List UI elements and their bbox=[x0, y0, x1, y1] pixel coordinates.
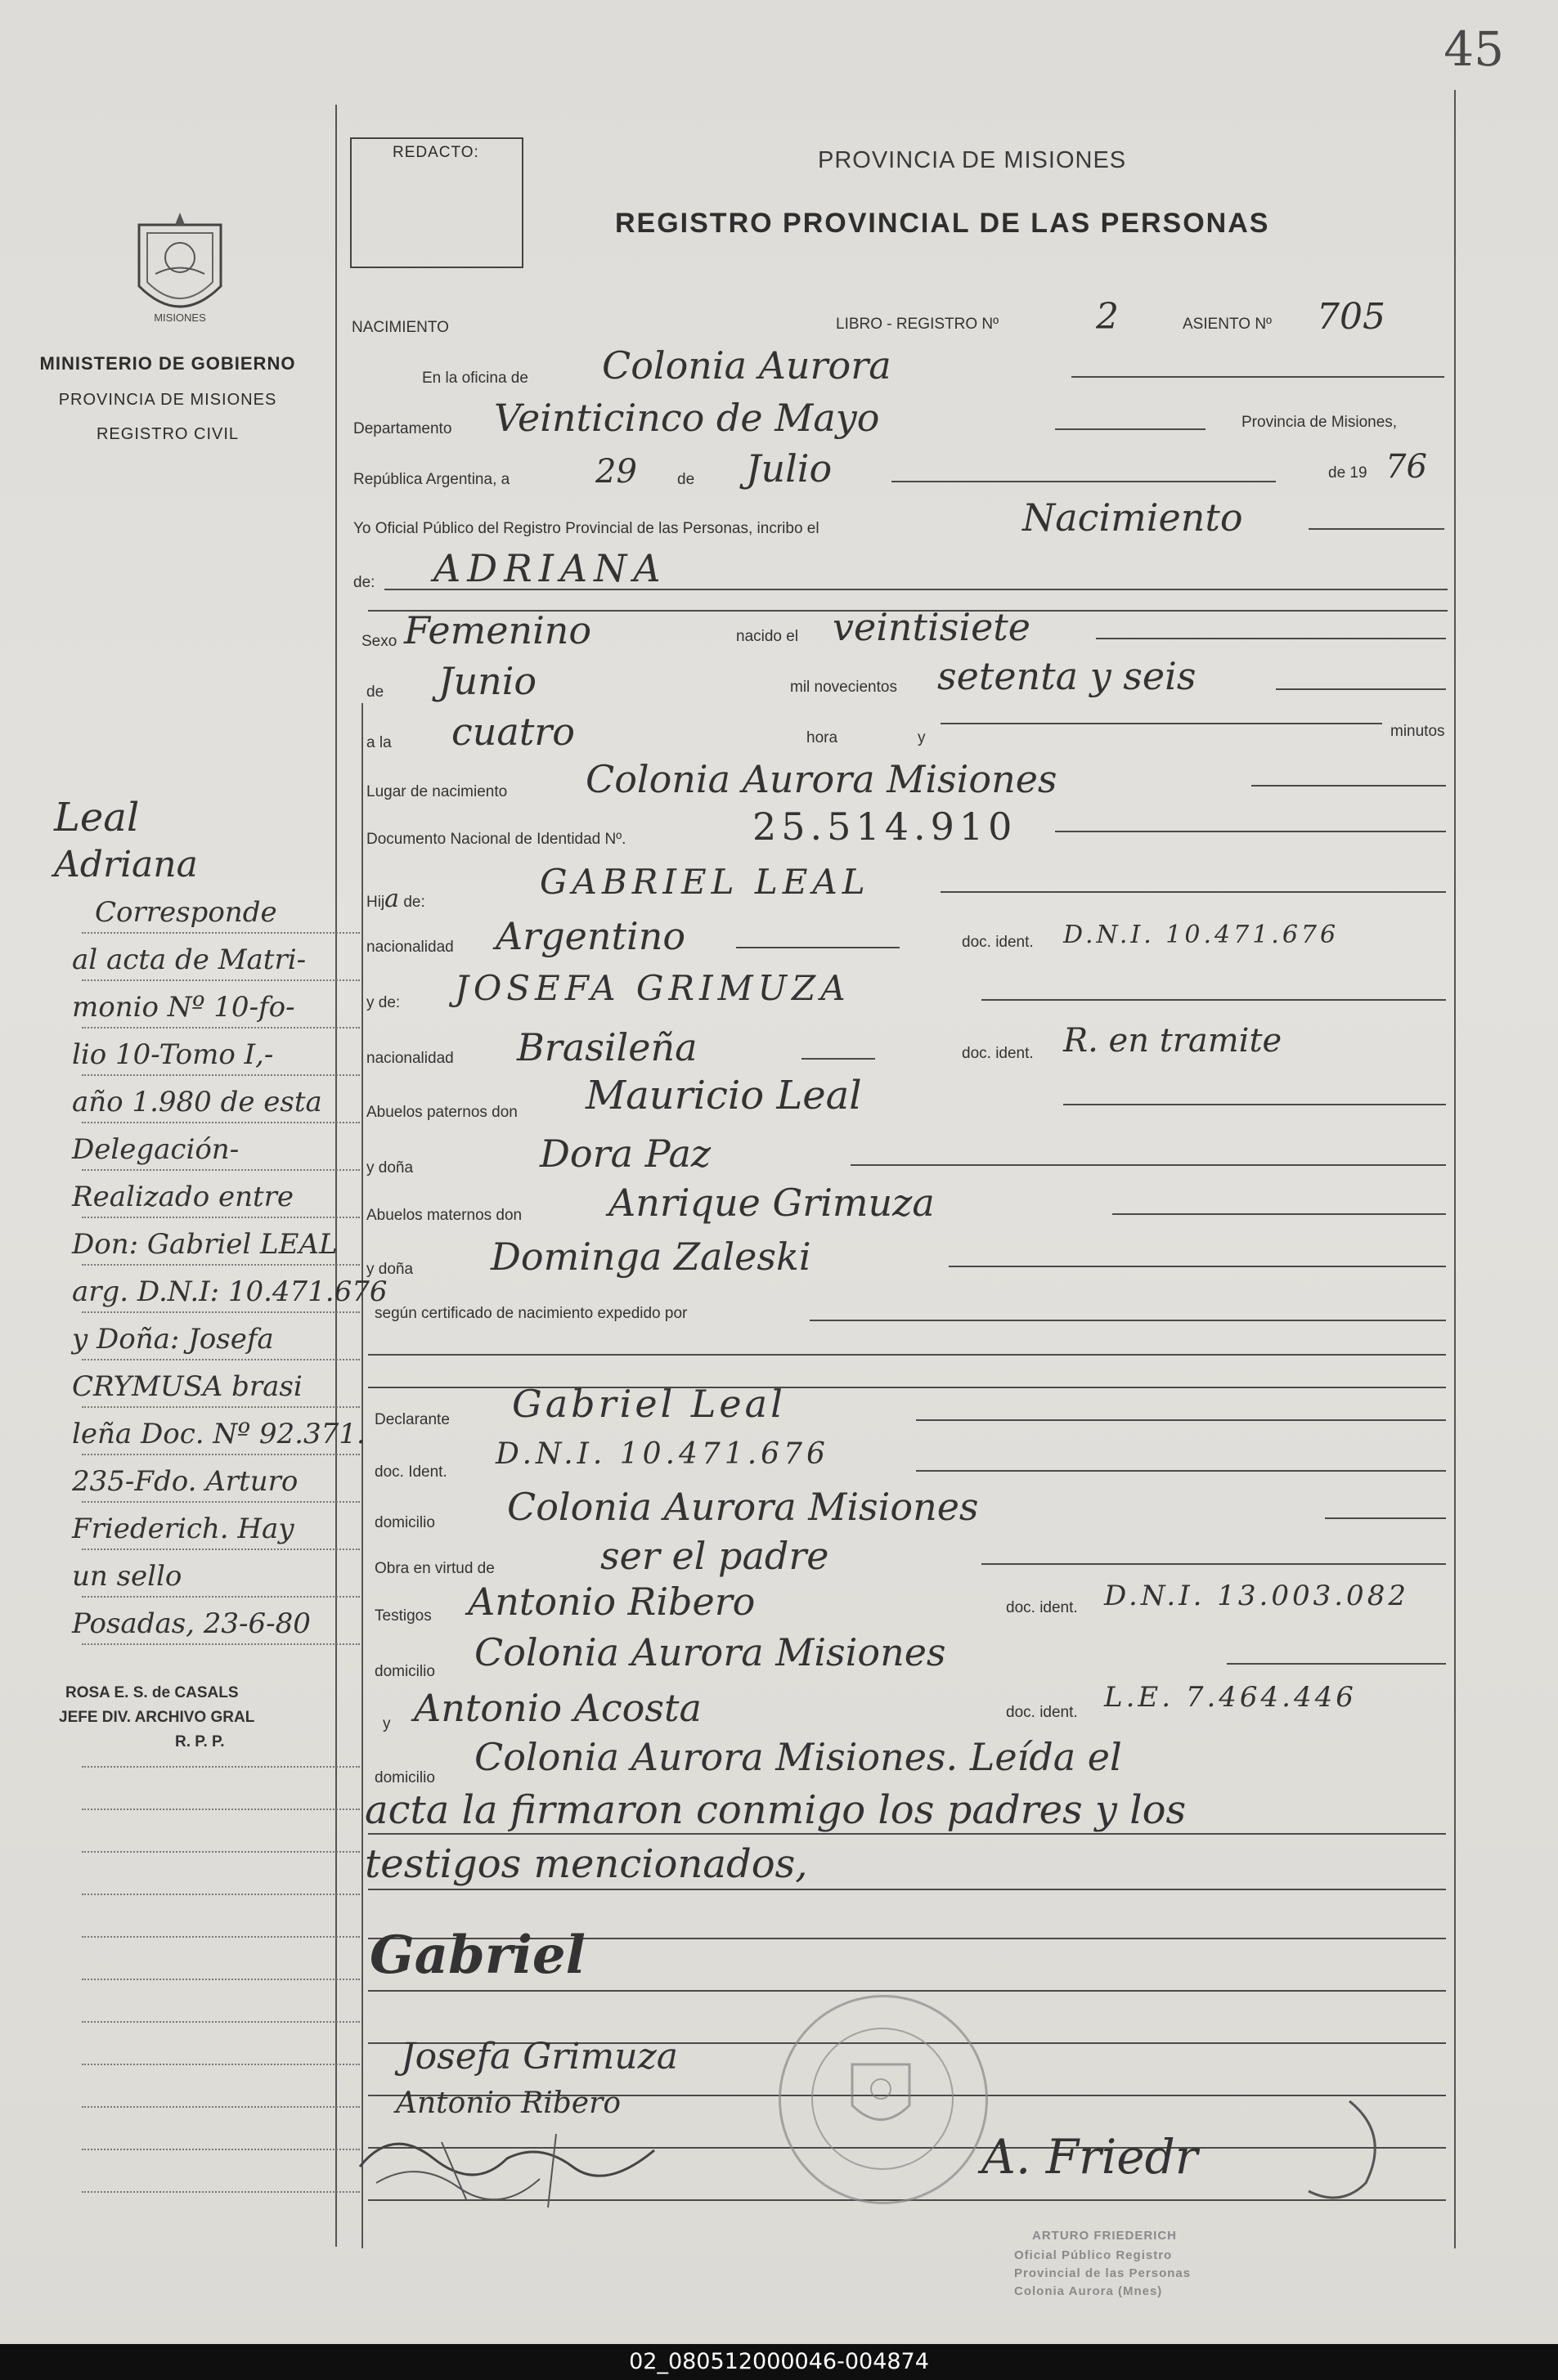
dotted-guide bbox=[82, 2149, 360, 2150]
side-note-line: Realizado entre bbox=[72, 1181, 294, 1213]
sexo-value: Femenino bbox=[404, 608, 592, 652]
dotted-guide bbox=[82, 2191, 360, 2193]
line-rule bbox=[1227, 1663, 1446, 1665]
testigos-label: Testigos bbox=[375, 1607, 432, 1625]
departamento-label: Departamento bbox=[353, 420, 452, 437]
dotted-guide bbox=[82, 1027, 360, 1029]
oficial-value: Nacimiento bbox=[1022, 495, 1243, 540]
oficial-label: Yo Oficial Público del Registro Provincial de las Personas, incribo el bbox=[353, 520, 819, 537]
nacido-value: veintisiete bbox=[833, 605, 1030, 649]
dotted-guide bbox=[82, 1454, 360, 1455]
dotted-guide bbox=[82, 1809, 360, 1810]
page-number: 45 bbox=[1444, 21, 1504, 77]
obra-value: ser el padre bbox=[600, 1534, 829, 1578]
side-province: PROVINCIA DE MISIONES bbox=[58, 391, 277, 409]
abuela-p-value: Dora Paz bbox=[540, 1132, 712, 1176]
day-value: 29 bbox=[595, 453, 637, 491]
side-registry: REGISTRO CIVIL bbox=[96, 425, 240, 443]
signature-antonio-ribero: Antonio Ribero bbox=[396, 2086, 621, 2120]
father-doc-value: D.N.I. 10.471.676 bbox=[1063, 921, 1340, 949]
line-rule bbox=[1096, 638, 1446, 639]
abuelos-p-label: Abuelos paternos don bbox=[366, 1104, 518, 1121]
dotted-guide bbox=[82, 1851, 360, 1853]
dotted-guide bbox=[82, 1643, 360, 1645]
coat-of-arms-icon bbox=[123, 208, 237, 331]
form-right-border bbox=[1454, 90, 1456, 2248]
dotted-guide bbox=[82, 1264, 360, 1266]
month-value: Julio bbox=[746, 446, 833, 491]
domicilio3-label: domicilio bbox=[375, 1769, 435, 1786]
nac-label: nacionalidad bbox=[366, 939, 454, 956]
inner-left-border bbox=[361, 703, 363, 2248]
dotted-guide bbox=[82, 1217, 360, 1218]
y-de-label: y de: bbox=[366, 994, 401, 1011]
signature-scribble bbox=[343, 2109, 687, 2224]
signature-official: A. Friedr bbox=[981, 2129, 1198, 2185]
lugar-value: Colonia Aurora Misiones bbox=[586, 757, 1057, 801]
dni-label: Documento Nacional de Identidad Nº. bbox=[366, 831, 626, 848]
nacido-label: nacido el bbox=[736, 628, 799, 645]
side-note-line: año 1.980 de esta bbox=[72, 1086, 322, 1118]
mother-doc-value: R. en tramite bbox=[1063, 1022, 1282, 1060]
abuelos-m-label: Abuelos maternos don bbox=[366, 1207, 523, 1224]
declarante-value: Gabriel Leal bbox=[512, 1382, 786, 1426]
testigo1-value: Antonio Ribero bbox=[468, 1580, 756, 1624]
footer-id: 02_080512000046-004874 bbox=[0, 2344, 1558, 2380]
libro-value: 2 bbox=[1096, 296, 1119, 338]
dotted-guide bbox=[82, 1169, 360, 1171]
provincia-label: Provincia de Misiones, bbox=[1241, 414, 1398, 431]
line-rule bbox=[810, 1320, 1446, 1321]
line-rule bbox=[736, 947, 900, 948]
side-note-line: 235-Fdo. Arturo bbox=[72, 1465, 299, 1498]
line-rule bbox=[891, 481, 1276, 482]
line-rule bbox=[1309, 528, 1444, 530]
dotted-guide bbox=[82, 1979, 360, 1980]
line-rule bbox=[949, 1266, 1446, 1267]
dotted-guide bbox=[82, 2064, 360, 2065]
side-stamp-line1: ROSA E. S. de CASALS bbox=[65, 1684, 239, 1701]
dotted-guide bbox=[82, 2106, 360, 2108]
hija-de-label: de: bbox=[403, 894, 425, 911]
testigo2-value: Antonio Acosta bbox=[414, 1686, 702, 1730]
year-label: de 19 bbox=[1328, 464, 1367, 482]
dotted-guide bbox=[82, 932, 360, 934]
dotted-guide bbox=[82, 1894, 360, 1895]
dotted-guide bbox=[82, 1549, 360, 1550]
asiento-value: 705 bbox=[1317, 296, 1385, 338]
dotted-guide bbox=[82, 1406, 360, 1408]
alas-label: a la bbox=[366, 734, 392, 751]
side-note-given: Adriana bbox=[54, 844, 198, 885]
line-rule bbox=[368, 1833, 1446, 1835]
side-note-line: un sello bbox=[72, 1560, 182, 1593]
obra-label: Obra en virtud de bbox=[375, 1560, 495, 1577]
header-province: PROVINCIA DE MISIONES bbox=[818, 147, 1127, 173]
dotted-guide bbox=[82, 1596, 360, 1598]
testigo1-doc-value: D.N.I. 13.003.082 bbox=[1104, 1580, 1409, 1612]
line-rule bbox=[384, 589, 1448, 590]
side-stamp-line3: R. P. P. bbox=[175, 1733, 225, 1750]
dotted-guide bbox=[82, 1122, 360, 1123]
hora-label: hora bbox=[806, 729, 838, 746]
line-rule bbox=[941, 891, 1446, 893]
line-rule bbox=[801, 1058, 875, 1060]
line-rule bbox=[916, 1470, 1446, 1472]
testigo2-doc-value: L.E. 7.464.446 bbox=[1104, 1681, 1357, 1714]
line-rule bbox=[916, 1419, 1446, 1421]
y-dona-label: y doña bbox=[366, 1159, 414, 1177]
doc-ident-label: doc. ident. bbox=[962, 934, 1034, 951]
line-rule bbox=[1063, 1104, 1446, 1105]
minutos-label: minutos bbox=[1390, 723, 1445, 740]
year-value: 76 bbox=[1385, 448, 1427, 486]
dotted-guide bbox=[82, 979, 360, 981]
mil-value: setenta y seis bbox=[937, 654, 1197, 698]
dotted-guide bbox=[82, 1359, 360, 1360]
doc-ident5-label: doc. ident. bbox=[1006, 1704, 1078, 1721]
bottom-stamp-line4: Colonia Aurora (Mnes) bbox=[1014, 2284, 1163, 2298]
oficina-label: En la oficina de bbox=[422, 370, 528, 387]
father-value: GABRIEL LEAL bbox=[540, 862, 870, 902]
side-note-line: Delegación- bbox=[72, 1133, 240, 1166]
redacto-label: REDACTO: bbox=[393, 144, 479, 161]
republica-label: República Argentina, a bbox=[353, 471, 510, 488]
line-rule bbox=[368, 1889, 1446, 1890]
signature-gabriel: Gabriel bbox=[370, 1925, 586, 1986]
abuelo-p-value: Mauricio Leal bbox=[586, 1073, 862, 1118]
line-rule bbox=[981, 1563, 1446, 1565]
bottom-stamp-line1: ARTURO FRIEDERICH bbox=[1032, 2229, 1177, 2243]
nac2-label: nacionalidad bbox=[366, 1050, 454, 1067]
side-note-line: leña Doc. Nº 92.371. bbox=[72, 1418, 366, 1450]
testigo1-dom-value: Colonia Aurora Misiones bbox=[474, 1630, 946, 1674]
libro-label: LIBRO - REGISTRO Nº bbox=[836, 316, 999, 333]
name-value: ADRIANA bbox=[433, 546, 667, 590]
line-rule bbox=[1055, 831, 1446, 832]
domicilio2-label: domicilio bbox=[375, 1663, 435, 1680]
abuela-m-value: Dominga Zaleski bbox=[491, 1235, 811, 1279]
de3-label: de bbox=[366, 684, 384, 701]
line-rule bbox=[1251, 785, 1446, 787]
mil-label: mil novecientos bbox=[790, 679, 897, 696]
line-rule bbox=[1055, 428, 1206, 430]
dotted-guide bbox=[82, 1766, 360, 1768]
seal-emblem-icon bbox=[844, 2056, 918, 2138]
side-ministry: MINISTERIO DE GOBIERNO bbox=[39, 353, 296, 374]
y-label: y bbox=[918, 729, 926, 746]
signature-flourish bbox=[1276, 2093, 1407, 2216]
redacto-box bbox=[350, 137, 523, 268]
line-rule bbox=[851, 1164, 1446, 1166]
mother-value: JOSEFA GRIMUZA bbox=[455, 968, 851, 1008]
side-note-line: Don: Gabriel LEAL bbox=[72, 1228, 338, 1261]
declarante-doc-value: D.N.I. 10.471.676 bbox=[496, 1437, 829, 1471]
doc-ident3-label: doc. Ident. bbox=[375, 1463, 447, 1481]
dni-value: 25.514.910 bbox=[752, 805, 1017, 849]
dotted-guide bbox=[82, 1311, 360, 1313]
seal-text: MISIONES bbox=[154, 312, 206, 324]
domicilio-label: domicilio bbox=[375, 1514, 435, 1531]
dotted-guide bbox=[82, 1074, 360, 1076]
side-note-line: Corresponde bbox=[95, 896, 277, 929]
signature-josefa: Josefa Grimuza bbox=[401, 2036, 678, 2077]
line-rule bbox=[368, 1354, 1446, 1356]
mother-nac-value: Brasileña bbox=[517, 1025, 698, 1069]
side-note-line: Posadas, 23-6-80 bbox=[72, 1607, 311, 1640]
bottom-stamp-line3: Provincial de las Personas bbox=[1014, 2266, 1192, 2280]
header-registry: REGISTRO PROVINCIAL DE LAS PERSONAS bbox=[615, 208, 1270, 239]
side-note-line: y Doña: Josefa bbox=[72, 1323, 274, 1356]
asiento-label: ASIENTO Nº bbox=[1183, 316, 1272, 333]
sexo-label: Sexo bbox=[361, 633, 397, 650]
testigo2-dom-value: Colonia Aurora Misiones. Leída el bbox=[474, 1735, 1122, 1779]
record-type-label: NACIMIENTO bbox=[352, 319, 449, 336]
hija-suffix: a bbox=[384, 885, 400, 913]
line-rule bbox=[941, 723, 1382, 724]
form-left-border bbox=[335, 105, 337, 2247]
line-rule bbox=[1112, 1213, 1446, 1215]
closing-line2: testigos mencionados, bbox=[365, 1841, 808, 1887]
line-rule bbox=[1276, 688, 1446, 690]
line-rule bbox=[368, 1990, 1446, 1992]
line-rule bbox=[1071, 376, 1444, 378]
side-stamp-line2: JEFE DIV. ARCHIVO GRAL bbox=[59, 1709, 255, 1726]
doc-ident4-label: doc. ident. bbox=[1006, 1599, 1078, 1616]
birth-month-value: Junio bbox=[438, 659, 537, 703]
side-note-line: lio 10-Tomo I,- bbox=[72, 1038, 274, 1071]
oficina-value: Colonia Aurora bbox=[602, 343, 891, 388]
certificado-label: según certificado de nacimiento expedido por bbox=[375, 1305, 688, 1322]
dotted-guide bbox=[82, 1936, 360, 1938]
dotted-guide bbox=[82, 2021, 360, 2023]
y-dona2-label: y doña bbox=[366, 1261, 414, 1278]
line-rule bbox=[981, 999, 1446, 1001]
father-nac-value: Argentino bbox=[496, 914, 686, 958]
line-rule bbox=[1325, 1517, 1446, 1519]
de2-label: de: bbox=[353, 574, 375, 591]
de-label: de bbox=[677, 471, 695, 488]
lugar-label: Lugar de nacimiento bbox=[366, 783, 508, 800]
side-note-surname: Leal bbox=[54, 795, 140, 840]
doc-ident2-label: doc. ident. bbox=[962, 1045, 1034, 1062]
hija-label bbox=[366, 885, 425, 913]
closing-line1: acta la firmaron conmigo los padres y los bbox=[365, 1787, 1187, 1833]
side-note-line: al acta de Matri- bbox=[72, 943, 307, 976]
side-note-line: CRYMUSA brasi bbox=[72, 1370, 303, 1403]
y2-label: y bbox=[383, 1715, 391, 1732]
side-note-line: Friederich. Hay bbox=[72, 1513, 294, 1545]
side-note-line: monio Nº 10-fo- bbox=[72, 991, 295, 1024]
hija-prefix: Hij bbox=[366, 894, 385, 911]
abuelo-m-value: Anrique Grimuza bbox=[608, 1181, 935, 1225]
hora-value: cuatro bbox=[451, 710, 575, 754]
declarante-label: Declarante bbox=[375, 1411, 450, 1428]
departamento-value: Veinticinco de Mayo bbox=[494, 396, 880, 440]
side-note-line: arg. D.N.I: 10.471.676 bbox=[72, 1275, 388, 1308]
dotted-guide bbox=[82, 1501, 360, 1503]
bottom-stamp-line2: Oficial Público Registro bbox=[1014, 2248, 1173, 2262]
declarante-dom-value: Colonia Aurora Misiones bbox=[507, 1485, 979, 1529]
